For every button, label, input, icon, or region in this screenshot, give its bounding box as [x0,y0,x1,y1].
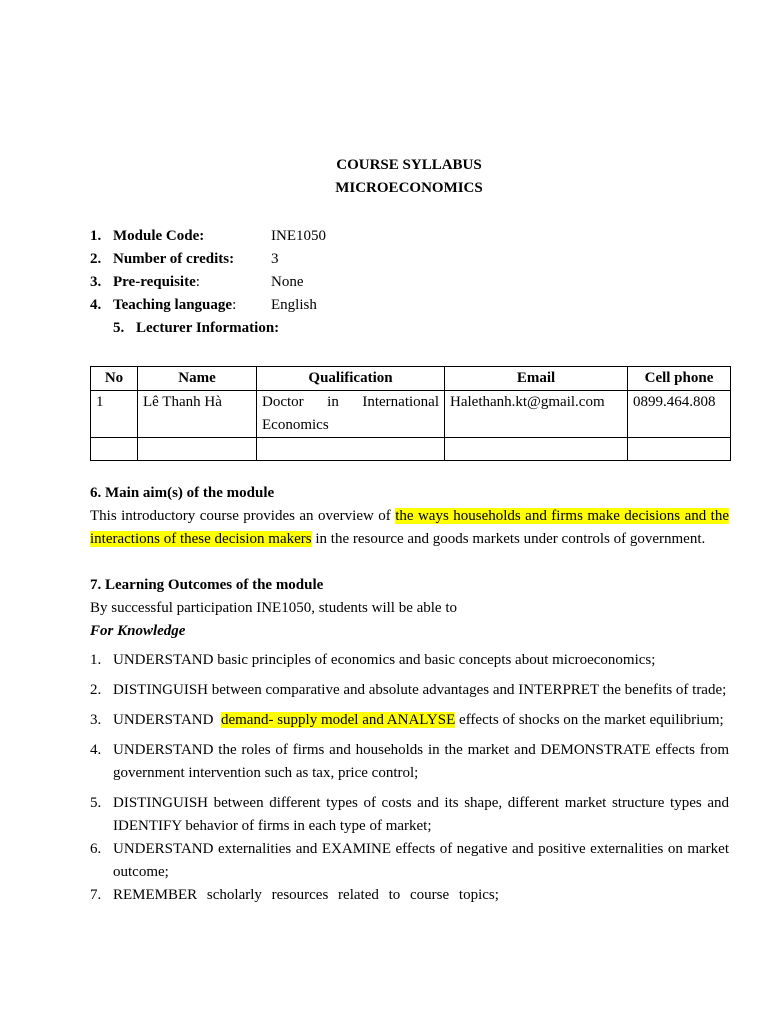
teaching-language-value: English [271,297,317,313]
empty-cell [257,438,445,461]
list-item: 6. UNDERSTAND externalities and EXAMINE effects of negative and positive externalities on market outcome; [90,841,729,880]
cell-name: Lê Thanh Hà [138,391,257,438]
list-item: 1. UNDERSTAND basic principles of economics and basic concepts about microeconomics; [90,652,656,668]
module-info-list [90,225,730,340]
list-item: 4. UNDERSTAND the roles of firms and households in the market and DEMONSTRATE effects from government intervention such as tax, price control; [90,742,729,781]
list-item: 5. DISTINGUISH between different types of costs and its shape, different market structure types and IDENTIFY behavior of firms in each type of market; [90,795,729,834]
knowledge-subheading: For Knowledge [90,623,186,639]
module-code-label: Module Code: [113,228,205,244]
item-number: 1. [90,228,102,244]
document-subtitle: MICROECONOMICS [335,180,483,196]
module-info-row [90,294,730,317]
cell-email: Halethanh.kt@gmail.com [445,391,628,438]
table-row-empty [91,438,731,461]
module-info-row [90,248,730,271]
table-row [91,391,731,438]
outcomes-heading: 7. Learning Outcomes of the module [90,577,324,593]
item-number: 2. [90,251,102,267]
item-number: 5. [113,320,125,336]
lecturer-info-label: Lecturer Information: [136,320,280,336]
lecturer-table [90,366,731,461]
aims-highlight: the ways households and firms make decisions and the interactions of these decision makers [90,508,729,547]
outcomes-list [90,649,729,907]
empty-cell [628,438,731,461]
empty-cell [445,438,628,461]
aims-paragraph: This introductory course provides an overview of the ways households and firms make decisions and the interactions of these decision makers in the resource and goods markets under controls of government. [90,508,729,547]
item-number: 3. [90,274,102,290]
list-item: 7. REMEMBER scholarly resources related to course topics; [90,887,499,903]
column-header-no: No [91,367,138,391]
lecturer-heading [90,317,730,340]
column-header-qualification: Qualification [257,367,445,391]
cell-no: 1 [91,391,138,438]
outcome-highlight: demand- supply model and ANALYSE [220,712,456,728]
module-info-row [90,271,730,294]
aims-heading: 6. Main aim(s) of the module [90,485,275,501]
item-number: 4. [90,297,102,313]
empty-cell [138,438,257,461]
prerequisite-label: Pre-requisite: [113,274,200,290]
list-item: 2. DISTINGUISH between comparative and absolute advantages and INTERPRET the benefits of trade; [90,682,727,698]
column-header-email: Email [445,367,628,391]
title-block [0,154,768,200]
column-header-cell-phone: Cell phone [628,367,731,391]
outcomes-intro: By successful participation INE1050, students will be able to [90,600,458,616]
document-title: COURSE SYLLABUS [336,157,482,173]
outcomes-section [90,574,729,907]
cell-phone: 0899.464.808 [628,391,731,438]
module-info-row [90,225,730,248]
credits-value: 3 [271,251,279,267]
list-item: 3. UNDERSTAND demand- supply model and ANALYSE effects of shocks on the market equilibrium; [90,712,724,728]
empty-cell [91,438,138,461]
credits-label: Number of credits: [113,251,235,267]
module-code-value: INE1050 [271,228,326,244]
teaching-language-label: Teaching language: [113,297,237,313]
aims-section [90,482,729,551]
table-header-row [91,367,731,391]
prerequisite-value: None [271,274,304,290]
cell-qualification: Doctor in International Economics [257,391,445,438]
column-header-name: Name [138,367,257,391]
